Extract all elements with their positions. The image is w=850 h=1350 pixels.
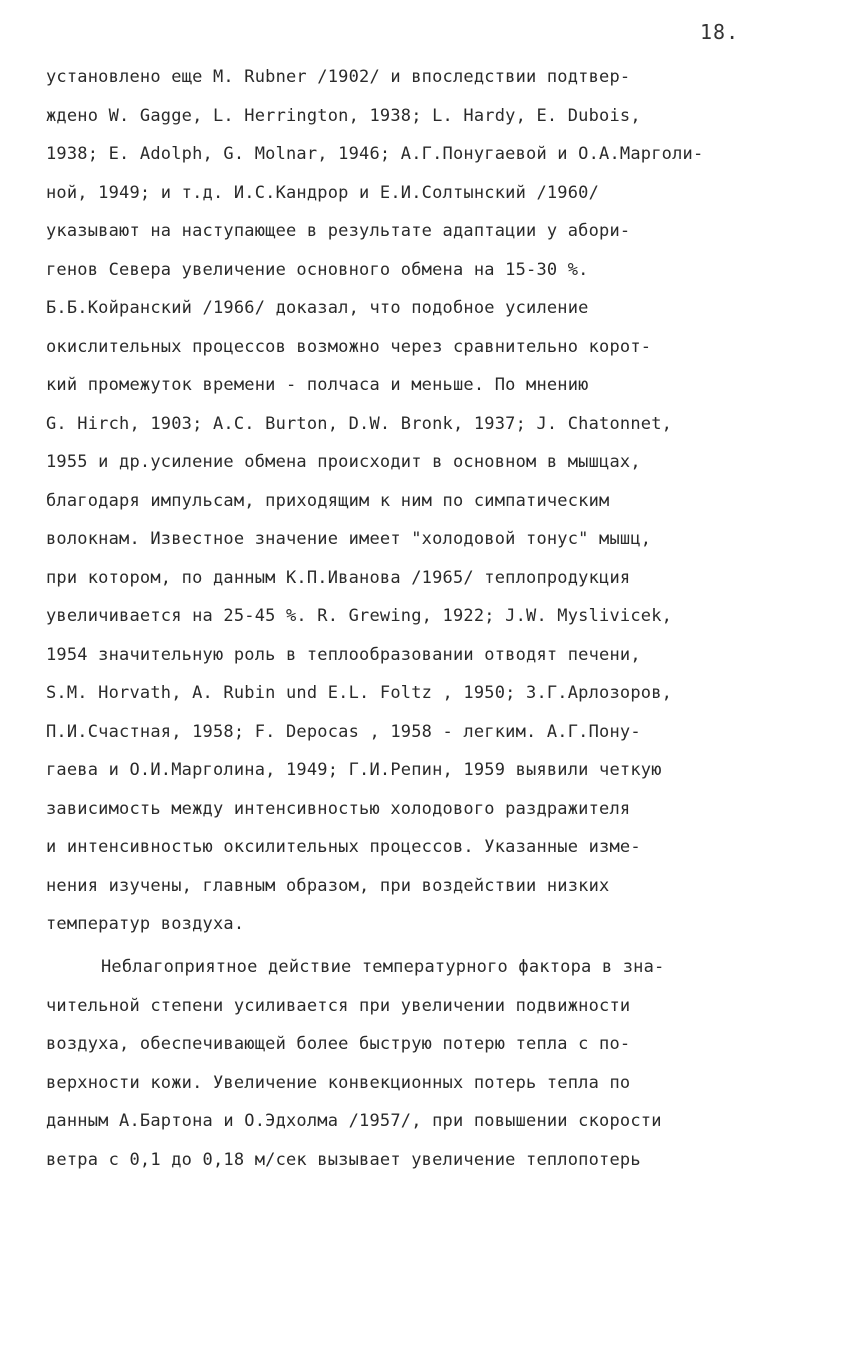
paragraph-1-line: гаева и О.И.Марголина, 1949; Г.И.Репин, 1959 выявили четкую — [46, 760, 662, 780]
paragraph-1-line: S.M. Horvath, A. Rubin und E.L. Foltz , 1950; З.Г.Арлозоров, — [46, 683, 673, 703]
paragraph-1-line: благодаря импульсам, приходящим к ним по симпатическим — [46, 490, 610, 511]
paragraph-2-line: воздуха, обеспечивающей более быструю потерю тепла с по- — [46, 1034, 631, 1054]
paragraph-1-line: нения изучены, главным образом, при воздействии низких — [46, 875, 610, 896]
paragraph-1-line: зависимость между интенсивностью холодового раздражителя — [46, 798, 631, 819]
paragraph-1-line: 1954 значительную роль в теплообразовании отводят печени, — [46, 644, 641, 665]
paragraph-2-line: ветра с 0,1 до 0,18 м/сек вызывает увеличение теплопотерь — [46, 1149, 641, 1170]
paragraph-1-line: ждено W. Gagge, L. Herrington, 1938; L. Hardy, E. Dubois, — [46, 105, 641, 126]
paragraph-1-line: волокнам. Известное значение имеет "холодовой тонус" мышц, — [46, 529, 652, 549]
paragraph-1 — [46, 58, 816, 944]
paragraph-2-line: данным А.Бартона и О.Эдхолма /1957/, при повышении скорости — [46, 1111, 662, 1131]
paragraph-1-line: G. Hirch, 1903; A.C. Burton, D.W. Bronk, 1937; J. Chatonnet, — [46, 413, 673, 434]
paragraph-1-line: 1938; E. Adolph, G. Molnar, 1946; А.Г.Понугаевой и О.А.Марголи- — [46, 144, 704, 164]
paragraph-1-line: установлено еще M. Rubner /1902/ и впоследствии подтвер- — [46, 67, 631, 87]
paragraph-1-line: П.И.Счастная, 1958; F. Depocas , 1958 - легким. А.Г.Пону- — [46, 721, 641, 742]
paragraph-1-line: окислительных процессов возможно через сравнительно корот- — [46, 336, 652, 357]
paragraph-1-line: увеличивается на 25-45 %. R. Grewing, 1922; J.W. Myslivicek, — [46, 606, 673, 626]
paragraph-1-line: при котором, по данным К.П.Иванова /1965/ теплопродукция — [46, 567, 631, 588]
paragraph-1-line: температур воздуха. — [46, 914, 245, 934]
paragraph-2-line: Неблагоприятное действие температурного фактора в зна- — [101, 957, 665, 977]
paragraph-1-line: ной, 1949; и т.д. И.С.Кандрор и Е.И.Солтынский /1960/ — [46, 182, 600, 203]
paragraph-1-line: и интенсивностью оксилительных процессов. Указанные изме- — [46, 837, 641, 857]
paragraph-1-line: Б.Б.Койранский /1966/ доказал, что подобное усиление — [46, 298, 589, 318]
paragraph-2-line: верхности кожи. Увеличение конвекционных потерь тепла по — [46, 1072, 631, 1093]
page-number: 18. — [700, 20, 740, 44]
paragraph-1-line: 1955 и др.усиление обмена происходит в основном в мышцах, — [46, 452, 641, 472]
paragraph-1-line: указывают на наступающее в результате адаптации у абори- — [46, 221, 631, 241]
paragraph-2-line: чительной степени усиливается при увеличении подвижности — [46, 995, 631, 1016]
paragraph-1-line: генов Севера увеличение основного обмена на 15-30 %. — [46, 259, 589, 280]
paragraph-2 — [46, 948, 816, 1179]
paragraph-1-line: кий промежуток времени - полчаса и меньше. По мнению — [46, 375, 589, 395]
